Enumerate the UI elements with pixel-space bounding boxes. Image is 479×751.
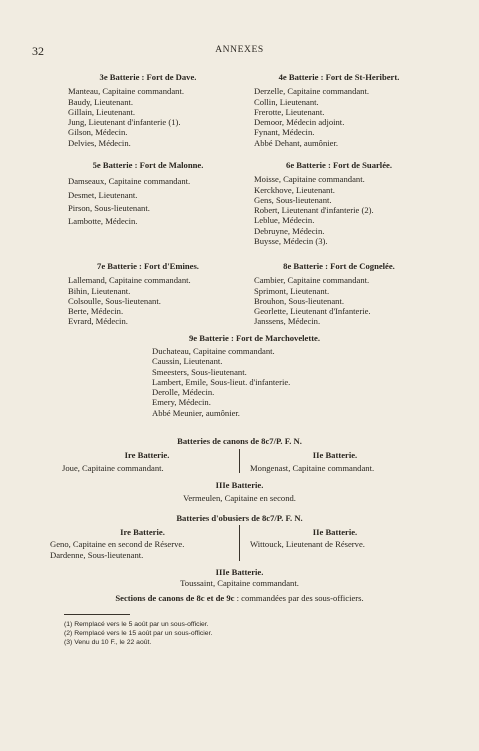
running-head: ANNEXES — [215, 45, 264, 55]
battery-line: Kerckhove, Lieutenant. — [254, 184, 335, 195]
battery-line: Collin, Lieutenant. — [254, 96, 319, 107]
battery-line: Gillain, Lieutenant. — [68, 106, 136, 117]
battery-line: Dardenne, Sous-lieutenant. — [50, 549, 144, 560]
sections-rest: : commandées par des sous-officiers. — [234, 593, 364, 603]
battery-line: Moisse, Capitaine commandant. — [254, 174, 365, 185]
battery-line: Joue, Capitaine commandant. — [62, 463, 164, 474]
battery-line: Abbé Dehant, aumônier. — [254, 137, 339, 148]
footnote-rule — [64, 614, 130, 615]
battery-line: Demoor, Médecin adjoint. — [254, 117, 345, 128]
battery-line: Georlette, Lieutenant d'Infanterie. — [254, 306, 371, 317]
battery-line: Janssens, Médecin. — [254, 316, 321, 327]
canons-title: Batteries de canons de 8c7/P. F. N. — [177, 436, 302, 446]
battery-line: Lambotte, Médecin. — [68, 216, 138, 227]
footnote: (3) Venu du 10 F., le 22 août. — [64, 639, 152, 647]
battery-8 — [254, 261, 424, 327]
battery-title: Ire Batterie. — [120, 527, 165, 537]
battery-line: Pirson, Sous-lieutenant. — [68, 202, 150, 213]
battery-line: Duchateau, Capitaine commandant. — [152, 346, 275, 356]
battery-title: 8e Batterie : Fort de Cognelée. — [283, 261, 395, 271]
column-divider — [239, 525, 240, 561]
battery-line: Lallemand, Capitaine commandant. — [68, 275, 191, 286]
canons-battery-3-line: Vermeulen, Capitaine en second. — [183, 493, 296, 503]
sections-bold: Sections de canons de 8c et de 9c — [115, 593, 235, 603]
battery-line: Baudy, Lieutenant. — [68, 96, 134, 107]
battery-line: Emery, Médecin. — [152, 397, 211, 408]
battery-title: IIe Batterie. — [312, 450, 358, 460]
battery-line: Geno, Capitaine en second de Réserve. — [50, 539, 185, 550]
battery-line: Damseaux, Capitaine commandant. — [68, 176, 191, 187]
battery-7 — [68, 261, 228, 327]
battery-line: Gilson, Médecin. — [68, 127, 128, 138]
battery-line: Brouhon, Sous-lieutenant. — [254, 295, 344, 306]
battery-title: IIe Batterie. — [312, 527, 358, 537]
footnote: (1) Remplacé vers le 5 août par un sous-officier. — [64, 621, 209, 628]
battery-line: Colsoulle, Sous-lieutenant. — [68, 295, 161, 306]
battery-line: Debruyne, Médecin. — [254, 225, 325, 236]
battery-line: Wittouck, Lieutenant de Réserve. — [250, 539, 365, 550]
battery-line: Derzelle, Capitaine commandant. — [254, 86, 370, 97]
battery-line: Lambert, Emile, Sous-lieut. d'infanterie. — [152, 376, 291, 387]
battery-line: Derolle, Médecin. — [152, 387, 215, 398]
battery-line: Fynant, Médecin. — [254, 127, 315, 138]
battery-line: Robert, Lieutenant d'infanterie (2). — [254, 205, 374, 216]
battery-line: Abbé Meunier, aumônier. — [152, 407, 240, 418]
footnotes — [64, 620, 212, 648]
battery-title: 7e Batterie : Fort d'Emines. — [97, 261, 199, 271]
battery-line: Evrard, Médecin. — [68, 316, 128, 327]
battery-line: Desmet, Lieutenant. — [68, 189, 138, 200]
page-header — [32, 44, 447, 60]
obusiers-battery-3-line: Toussaint, Capitaine commandant. — [180, 578, 299, 588]
battery-line: Sprimont, Lieutenant. — [254, 285, 330, 296]
battery-line: Gens, Sous-lieutenant. — [254, 194, 332, 205]
sections-line — [0, 593, 479, 603]
battery-line: Frerotte, Lieutenant. — [254, 106, 325, 117]
battery-line: Cambier, Capitaine commandant. — [254, 275, 370, 286]
obusiers-battery-3-title: IIIe Batterie. — [215, 567, 264, 577]
battery-line: Jung, Lieutenant d'infanterie (1). — [68, 117, 181, 128]
page-number: 32 — [32, 44, 44, 58]
battery-line: Delvies, Médecin. — [68, 137, 131, 148]
battery-line: Smeesters, Sous-lieutenant. — [152, 366, 247, 377]
battery-9 — [152, 346, 352, 418]
footnote: (2) Remplacé vers le 15 août par un sous-officier. — [64, 630, 213, 638]
battery-title: 6e Batterie : Fort de Suarlée. — [286, 160, 392, 170]
battery-line: Bihin, Lieutenant. — [68, 285, 131, 296]
battery-line: Caussin, Lieutenant. — [152, 356, 223, 367]
canons-battery-3-title: IIIe Batterie. — [215, 480, 264, 490]
battery-line: Berte, Médecin. — [68, 306, 124, 317]
battery-line: Buysse, Médecin (3). — [254, 236, 328, 247]
obusiers-battery-1 — [50, 527, 235, 560]
battery-title: 5e Batterie : Fort de Malonne. — [92, 160, 204, 170]
battery-line: Manteau, Capitaine commandant. — [68, 86, 184, 97]
obusiers-battery-2 — [250, 527, 420, 550]
battery-3 — [68, 72, 228, 148]
battery-line: Mongenast, Capitaine commandant. — [250, 463, 375, 474]
battery-title: Ire Batterie. — [124, 450, 170, 460]
battery-6 — [254, 160, 424, 246]
canons-battery-2 — [250, 450, 420, 474]
obusiers-title: Batteries d'obusiers de 8c7/P. F. N. — [176, 513, 303, 523]
battery-5 — [68, 160, 228, 226]
battery-4 — [254, 72, 424, 148]
battery-title: 3e Batterie : Fort de Dave. — [99, 72, 197, 82]
battery-line: Leblue, Médecin. — [254, 215, 315, 226]
battery-9-title: 9e Batterie : Fort de Marchovelette. — [188, 333, 321, 343]
canons-battery-1 — [62, 450, 232, 474]
column-divider — [239, 449, 240, 473]
battery-title: 4e Batterie : Fort de St-Heribert. — [278, 72, 400, 82]
